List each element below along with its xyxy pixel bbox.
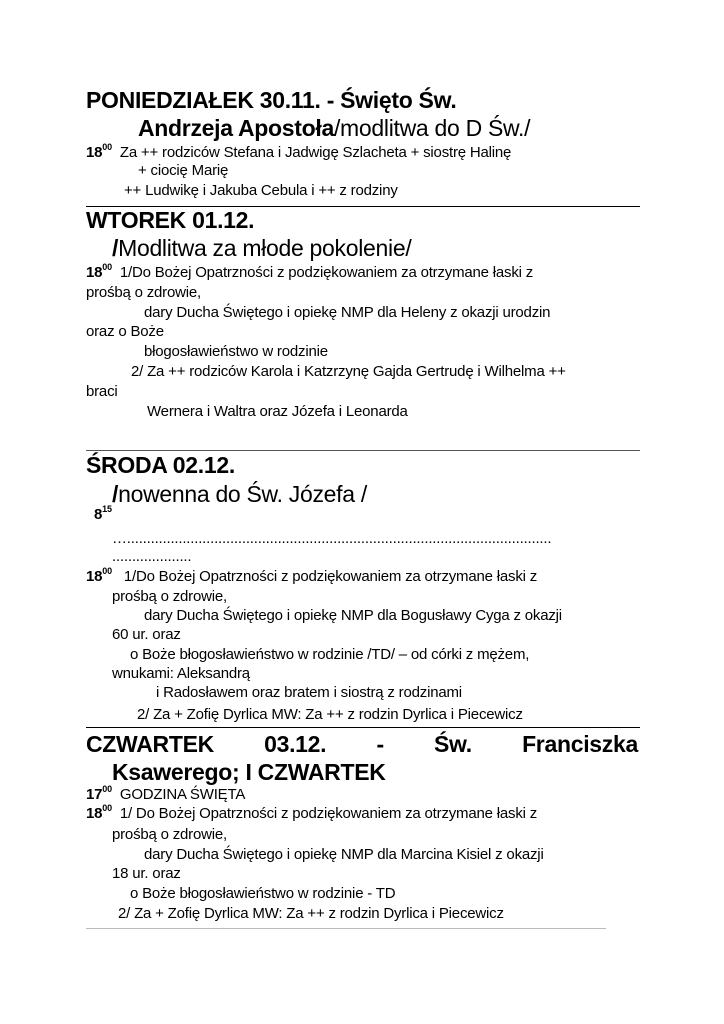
tuesday-mass-line-6: 2/ Za ++ rodziców Karola i Katzrzynę Gajda Gertrudę i Wilhelma ++ <box>131 363 566 380</box>
wednesday-mass-line-7: i Radosławem oraz bratem i siostrą z rodzinami <box>156 684 462 701</box>
monday-heading-line1: PONIEDZIAŁEK 30.11. - Święto Św. <box>86 87 457 113</box>
wednesday-mass-line-6: wnukami: Aleksandrą <box>112 665 250 682</box>
tuesday-mass-line-8: Wernera i Waltra oraz Józefa i Leonarda <box>147 403 408 420</box>
wednesday-morning-dots-2: .................... <box>112 548 192 565</box>
wednesday-mass-line-8: 2/ Za + Zofię Dyrlica MW: Za ++ z rodzin Dyrlica i Piecewicz <box>137 706 523 723</box>
monday-saint-name: Andrzeja Apostoła <box>138 115 334 141</box>
wednesday-mass-line-2: prośbą o zdrowie, <box>112 588 227 605</box>
wednesday-morning-dots-1: …........................................................................................................... <box>112 530 552 547</box>
tuesday-mass-line-1: $18^{00}$ 1/Do Bożej Opatrzności z podziękowaniem za otrzymane łaski z <box>86 262 534 281</box>
tuesday-mass-line-3: dary Ducha Świętego i opiekę NMP dla Heleny z okazji urodzin <box>144 304 551 321</box>
wednesday-mass-line-3: dary Ducha Świętego i opiekę NMP dla Bogusławy Cyga z okazji <box>144 607 562 624</box>
tuesday-mass-line-4: oraz o Boże <box>86 323 164 340</box>
wednesday-heading: ŚRODA 02.12. <box>86 452 235 478</box>
tuesday-mass-time: $18^{00}$ <box>86 262 112 281</box>
thursday-heading-line2: Ksawerego; I CZWARTEK <box>112 759 386 785</box>
thursday-mass-line-3: dary Ducha Świętego i opiekę NMP dla Marcina Kisiel z okazji <box>144 846 544 863</box>
tuesday-mass-line-5: błogosławieństwo w rodzinie <box>144 343 328 360</box>
thursday-mass-line-2: prośbą o zdrowie, <box>112 826 227 843</box>
monday-mass-line-2: + ciocię Marię <box>138 162 229 179</box>
monday-mass-line-3: ++ Ludwikę i Jakuba Cebula i ++ z rodziny <box>124 182 398 199</box>
thursday-mass-line-4: 18 ur. oraz <box>112 865 181 882</box>
tuesday-heading: WTOREK 01.12. <box>86 207 255 233</box>
monday-mass-line-1: $18^{00}$ Za ++ rodziców Stefana i Jadwigę Szlacheta + siostrę Halinę <box>86 142 512 161</box>
wednesday-intention: /nowenna do Św. Józefa / <box>112 481 367 507</box>
monday-mass-time: $18^{00}$ <box>86 142 112 161</box>
wednesday-mass-line-1: $18^{00}$ 1/Do Bożej Opatrzności z podziękowaniem za otrzymane łaski z <box>86 566 538 585</box>
thursday-mass-time: $18^{00}$ <box>86 803 112 822</box>
divider <box>86 928 606 929</box>
thursday-holy-hour-time: $17^{00}$ <box>86 784 112 803</box>
wednesday-mass-time: $18^{00}$ <box>86 566 112 585</box>
tuesday-mass-line-7: braci <box>86 383 118 400</box>
divider <box>86 727 640 728</box>
monday-intention: /modlitwa do D Św./ <box>333 115 531 141</box>
thursday-heading-line1: CZWARTEK 03.12. - Św. Franciszka <box>86 731 638 757</box>
tuesday-intention: /Modlitwa za młode pokolenie/ <box>112 235 412 261</box>
wednesday-mass-line-4: 60 ur. oraz <box>112 626 181 643</box>
monday-heading-line2 <box>138 114 530 142</box>
thursday-holy-hour: $17^{00}$ GODZINA ŚWIĘTA <box>86 784 246 803</box>
wednesday-morning-time: $8^{15}$ <box>94 504 112 523</box>
thursday-mass-line-5: o Boże błogosławieństwo w rodzinie - TD <box>130 885 396 902</box>
wednesday-mass-line-5: o Boże błogosławieństwo w rodzinie /TD/ – od córki z mężem, <box>130 646 530 663</box>
thursday-mass-line-1: $18^{00}$ 1/ Do Bożej Opatrzności z podziękowaniem za otrzymane łaski z <box>86 803 538 822</box>
tuesday-mass-line-2: prośbą o zdrowie, <box>86 284 201 301</box>
thursday-mass-line-6: 2/ Za + Zofię Dyrlica MW: Za ++ z rodzin Dyrlica i Piecewicz <box>118 905 504 922</box>
